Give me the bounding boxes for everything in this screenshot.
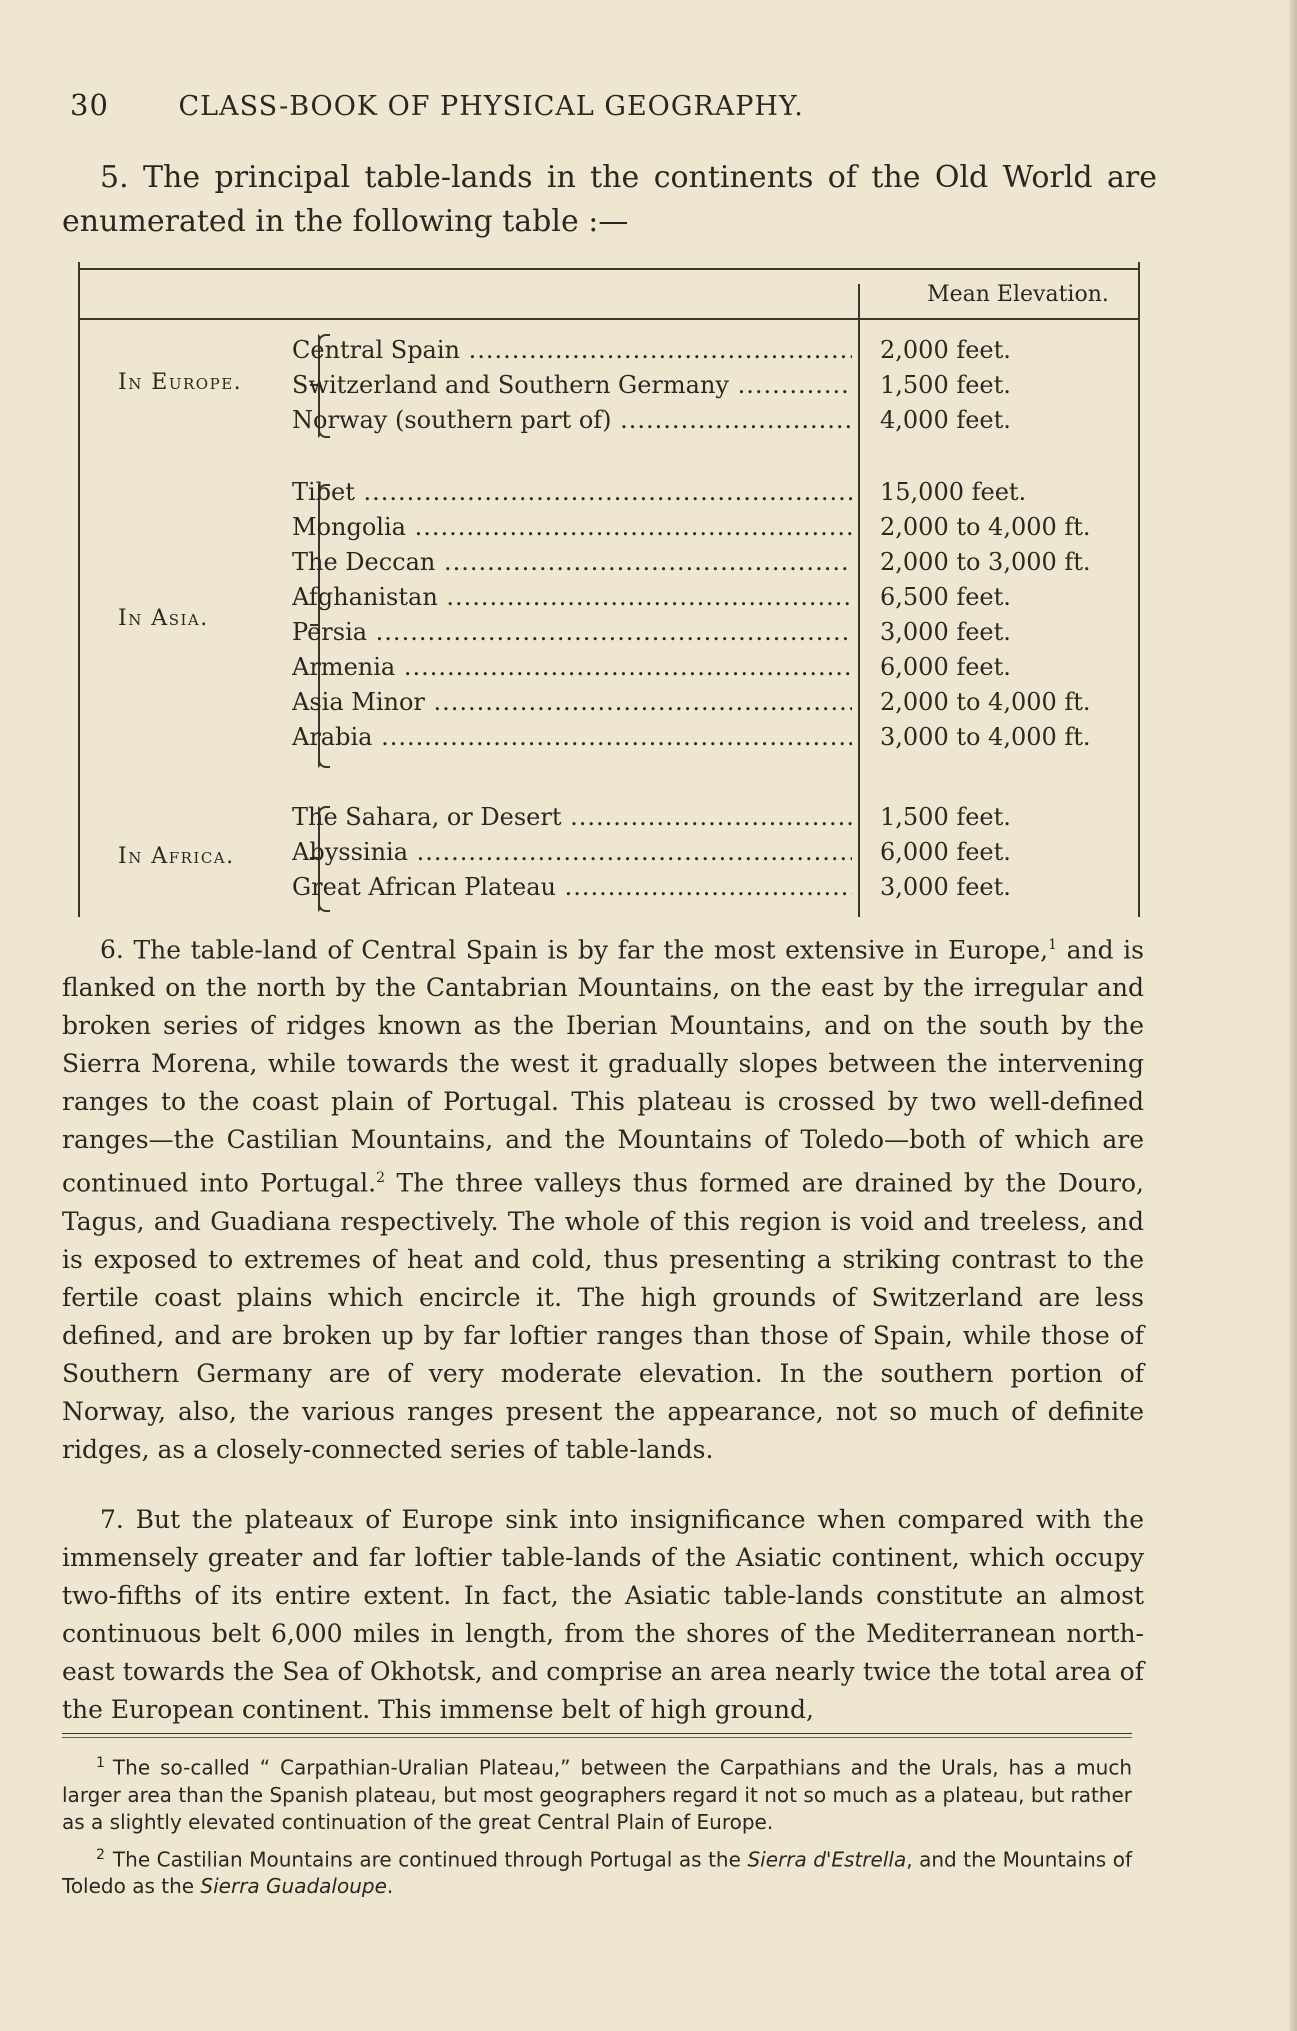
paragraph-5 xyxy=(62,156,1157,244)
mean-elevation: 6,500 feet. xyxy=(880,583,1011,611)
mean-elevation: 2,000 to 3,000 ft. xyxy=(880,548,1091,576)
mean-elevation: 2,000 feet. xyxy=(880,336,1011,364)
place-name: Abyssinia ..... xyxy=(292,835,852,870)
footnote-2 xyxy=(62,1842,1132,1901)
table-header-rule xyxy=(78,318,1140,320)
table-top-rule xyxy=(78,268,1140,270)
group-label-africa: In Africa. xyxy=(118,844,235,869)
mean-elevation: 15,000 feet. xyxy=(880,478,1027,506)
paragraph-text: The principal table-lands in the continents of the Old World are enumerated in the following table :— xyxy=(62,160,1158,239)
paragraph-6 xyxy=(62,926,1144,1469)
place-name: Tibet ..... xyxy=(292,475,852,510)
paragraph-number: 5. xyxy=(100,160,129,195)
mean-elevation: 3,000 feet. xyxy=(880,618,1011,646)
footnote-rule xyxy=(62,1733,1132,1734)
place-name: The Deccan ..... xyxy=(292,545,852,580)
place-name: Norway (southern part of) ..... xyxy=(292,403,852,438)
paragraph-text: and is flanked on the north by the Cantabrian Mountains, on the east by the irregular and broken series of ridges known as the Iberian Mountains, and on the south by the Sierra Morena, while towards the west it gradually slopes between the intervening ranges to the coast plain of Portugal. This plateau is crossed by two well-defined ranges—the Castilian Mountains, and the Mountains of Toledo—both of which are continued into Portugal. xyxy=(62,935,1144,1198)
paragraph-number: 6. xyxy=(100,935,124,965)
footnote-italic: Sierra d'Estrella xyxy=(747,1847,907,1872)
table-row xyxy=(292,870,1072,905)
group-label-asia: In Asia. xyxy=(118,606,209,631)
table-row xyxy=(292,403,1072,438)
table-row xyxy=(292,368,1072,403)
place-name: The Sahara, or Desert ..... xyxy=(292,800,852,835)
place-name: Mongolia ..... xyxy=(292,510,852,545)
place-name: Afghanistan ..... xyxy=(292,580,852,615)
table-row xyxy=(292,720,1091,755)
mean-elevation: 1,500 feet. xyxy=(880,371,1011,399)
table-row xyxy=(292,333,1072,368)
table-row xyxy=(292,835,1072,870)
footnotes xyxy=(62,1750,1132,1906)
place-name: Persia ..... xyxy=(292,615,852,650)
table-left-border xyxy=(78,262,80,917)
place-name: Switzerland and Southern Germany ..... xyxy=(292,368,852,403)
mean-elevation: 3,000 to 4,000 ft. xyxy=(880,723,1091,751)
table-row xyxy=(292,800,1072,835)
mean-elevation: 1,500 feet. xyxy=(880,803,1011,831)
mean-elevation: 6,000 feet. xyxy=(880,653,1011,681)
table-row xyxy=(292,650,1072,685)
footnote-mark: 2 xyxy=(96,1846,105,1863)
running-header xyxy=(70,88,970,122)
mean-elevation: 6,000 feet. xyxy=(880,838,1011,866)
mean-elevation: 2,000 to 4,000 ft. xyxy=(880,513,1091,541)
paragraph-text: The table-land of Central Spain is by far the most extensive in Europe, xyxy=(133,935,1049,965)
running-title: CLASS-BOOK OF PHYSICAL GEOGRAPHY. xyxy=(178,91,804,122)
table-row xyxy=(292,545,1091,580)
footnote-ref: 2 xyxy=(376,1170,386,1187)
place-name: Armenia ..... xyxy=(292,650,852,685)
footnote-text: , and the Mountains of Toledo as the xyxy=(62,1847,1132,1899)
group-label-europe: In Europe. xyxy=(118,370,243,395)
page-number: 30 xyxy=(70,88,109,122)
footnote-rule xyxy=(62,1737,1132,1738)
place-name: Arabia ..... xyxy=(292,720,852,755)
table-row xyxy=(292,615,1072,650)
column-header: Mean Elevation. xyxy=(927,282,1109,307)
mean-elevation: 3,000 feet. xyxy=(880,873,1011,901)
mean-elevation: 2,000 to 4,000 ft. xyxy=(880,688,1091,716)
footnote-italic: Sierra Guadaloupe xyxy=(200,1874,387,1899)
place-name: Asia Minor ..... xyxy=(292,685,852,720)
paragraph-7 xyxy=(62,1501,1144,1729)
footnote-text: The so-called “ Carpathian-Uralian Plateau,” between the Carpathians and the Urals, has a much larger area than the Spanish plateau, but most geographers regard it not so much as a plateau, but rather as a slightly elevated continuation of the great Central Plain of Europe. xyxy=(62,1755,1132,1834)
table-row xyxy=(292,685,1091,720)
table-row xyxy=(292,510,1091,545)
page-edge xyxy=(1289,0,1297,2031)
paragraph-text: But the plateaux of Europe sink into insignificance when compared with the immensely greater and far loftier table-lands of the Asiatic continent, which occupy two-fifths of its entire extent. In fact, the Asiatic table-lands constitute an almost continuous belt 6,000 miles in length, from the shores of the Mediterranean north-east towards the Sea of Okhotsk, and comprise an area nearly twice the total area of the European continent. This immense belt of high ground, xyxy=(62,1505,1144,1724)
paragraph-number: 7. xyxy=(100,1505,124,1534)
table-right-border xyxy=(1138,262,1140,917)
footnote-ref: 1 xyxy=(1048,937,1057,953)
place-name: Central Spain ..... xyxy=(292,333,852,368)
place-name: Great African Plateau ..... xyxy=(292,870,852,905)
footnote-mark: 1 xyxy=(96,1755,105,1771)
paragraph-text: The three valleys thus formed are drained by the Douro, Tagus, and Guadiana respectively. The whole of this region is void and treeless, and is exposed to extremes of heat and cold, thus presenting a striking contrast to the fertile coast plains which encircle it. The high grounds of Switzerland are less defined, and are broken up by far loftier ranges than those of Spain, while those of Southern Germany are of very moderate elevation. In the southern portion of Norway, also, the various ranges present the appearance, not so much of definite ridges, as a closely-connected series of table-lands. xyxy=(62,1168,1145,1464)
table-row xyxy=(292,475,1072,510)
table-row xyxy=(292,580,1072,615)
footnote-1 xyxy=(62,1750,1132,1836)
footnote-text: The Castilian Mountains are continued through Portugal as the xyxy=(112,1847,748,1872)
mean-elevation: 4,000 feet. xyxy=(880,406,1011,434)
footnote-text: . xyxy=(386,1874,394,1899)
